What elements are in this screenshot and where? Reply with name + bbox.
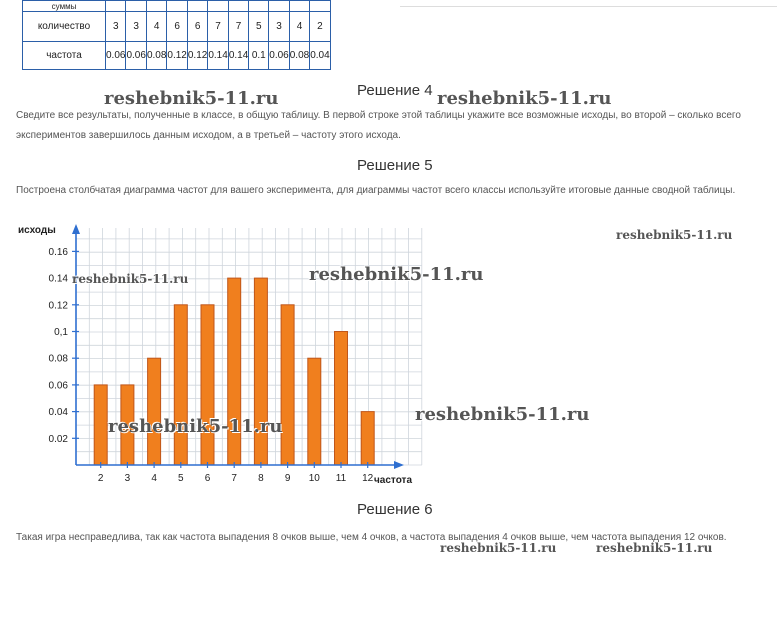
x-tick-label: 11 [335,473,347,484]
y-tick-label: 0.06 [48,380,68,392]
summary-table [22,0,331,70]
section-6-title: Решение 6 [357,501,433,518]
watermark: reshebnik5-11.ru [309,264,484,285]
count-cell: 4 [146,12,166,42]
count-cell: 4 [289,12,309,42]
count-cell: 2 [310,12,330,42]
y-tick-label: 0.04 [48,407,68,419]
watermark: reshebnik5-11.ru [616,228,733,242]
watermark: reshebnik5-11.ru [437,88,612,109]
bar [281,305,294,465]
y-axis-label: исходы [18,225,56,236]
count-cell: 3 [106,12,126,42]
x-tick-label: 3 [124,473,131,484]
bar [174,305,187,465]
freq-cell: 0.12 [187,42,207,70]
freq-cell: 0.04 [310,42,330,70]
freq-cell: 0.1 [249,42,269,70]
freq-cell: 0.06 [269,42,289,70]
y-tick-label: 0.08 [48,353,68,365]
freq-cell: 0.08 [146,42,166,70]
table-row-counts [23,12,331,42]
count-label: количество [23,12,106,42]
x-tick-label: 8 [258,473,264,484]
count-cell: 7 [208,12,228,42]
y-tick-label: 0.16 [48,246,68,258]
x-tick-label: 2 [97,473,104,484]
freq-label: частота [23,42,106,70]
section-4-text: Сведите все результаты, полученные в классе, в общую таблицу. В первой строке этой таблицы укажите все возможные исходы, во второй – сколько всего экспериментов завершилось данным исходом, а в третьей – частоту этого исхода. [16,110,741,141]
freq-cell: 0.06 [106,42,126,70]
y-axis-arrow [72,224,80,234]
divider [400,6,777,7]
section-6-text: Такая игра несправедлива, так как частота выпадения 8 очков выше, чем 4 очков, а частота выпадения 4 очков выше, чем частота выпадения 12 очков. [16,532,727,543]
y-tick-label: 0.12 [48,300,68,312]
x-tick-label: 10 [308,473,320,484]
section-4-title: Решение 4 [357,82,433,99]
x-tick-label: 6 [204,473,211,484]
bar [308,358,321,465]
x-tick-label: 9 [284,473,291,484]
watermark: reshebnik5-11.ru [108,416,283,437]
watermark: reshebnik5-11.ru [440,541,557,555]
freq-cell: 0.12 [167,42,187,70]
watermark: reshebnik5-11.ru [72,272,189,286]
count-cell: 3 [126,12,146,42]
table-row-sums [23,1,331,12]
table-row-freqs [23,42,331,70]
y-tick-label: 0.02 [48,433,68,445]
freq-cell: 0.14 [208,42,228,70]
frequency-bar-chart [14,220,424,492]
x-axis-arrow [394,461,404,469]
x-tick-label: 4 [151,473,157,484]
bar [361,412,374,465]
watermark: reshebnik5-11.ru [596,541,713,555]
watermark: reshebnik5-11.ru [104,88,279,109]
x-tick-label: 12 [362,473,374,484]
sum-label: суммы [23,1,106,12]
freq-cell: 0.14 [228,42,248,70]
count-cell: 7 [228,12,248,42]
count-cell: 5 [249,12,269,42]
bar [335,332,348,466]
count-cell: 3 [269,12,289,42]
y-tick-label: 0.14 [48,273,68,285]
bar [201,305,214,465]
section-5-title: Решение 5 [357,157,433,174]
bar [148,358,161,465]
y-tick-label: 0,1 [54,327,68,338]
x-tick-label: 7 [231,473,237,484]
freq-cell: 0.08 [289,42,309,70]
count-cell: 6 [187,12,207,42]
x-axis-label: частота [374,475,413,486]
watermark: reshebnik5-11.ru [415,404,590,425]
count-cell: 6 [167,12,187,42]
section-5-text: Построена столбчатая диаграмма частот для вашего эксперимента, для диаграммы частот всего классы используйте итоговые данные сводной таблицы. [16,185,736,196]
bar [94,385,107,465]
x-tick-label: 5 [178,473,184,484]
freq-cell: 0.06 [126,42,146,70]
